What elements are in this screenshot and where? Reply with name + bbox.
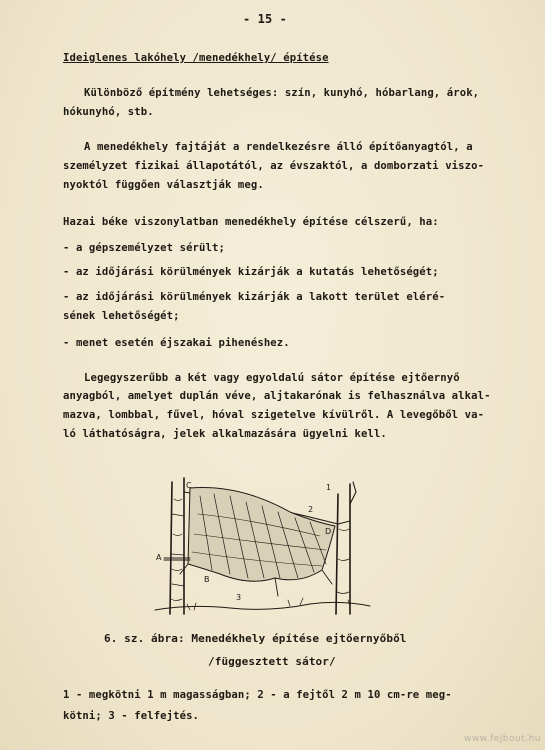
paragraph-line: mazva, lombbal, fűvel, hóval szigetelve kívülről. A levegőből va- xyxy=(63,409,485,421)
bullet-item: - a gépszemélyzet sérült; xyxy=(63,242,225,254)
paragraph-line: nyoktól függően választják meg. xyxy=(63,179,264,191)
watermark: www.fejbout.hu xyxy=(463,734,541,744)
figure-label: A xyxy=(156,553,162,562)
page-number: - 15 - xyxy=(243,12,287,26)
bullet-item: - az időjárási körülmények kizárják a lakott terület eléré- xyxy=(63,291,446,303)
legend-line: kötni; 3 - felfejtés. xyxy=(63,710,200,722)
figure-caption: 6. sz. ábra: Menedékhely építése ejtőernyőből xyxy=(104,632,407,645)
paragraph-line: Hazai béke viszonylatban menedékhely építése célszerű, ha: xyxy=(63,216,439,228)
paragraph-line: A menedékhely fajtáját a rendelkezésre álló építőanyagtól, a xyxy=(84,141,473,153)
paragraph-line: ló láthatóságra, jelek alkalmazására ügyelni kell. xyxy=(63,428,387,440)
figure-label: 3 xyxy=(236,593,242,602)
figure-label: B xyxy=(204,575,210,584)
paragraph-line: Legegyszerűbb a két vagy egyoldalú sátor építése ejtőernyő xyxy=(84,372,460,384)
bullet-item: - az időjárási körülmények kizárják a kutatás lehetőségét; xyxy=(63,266,439,278)
paragraph-line: Különböző építmény lehetséges: szín, kunyhó, hóbarlang, árok, xyxy=(84,87,480,99)
shelter-drawing xyxy=(150,474,375,619)
bullet-item-continuation: sének lehetőségét; xyxy=(63,310,180,322)
paragraph-line: személyzet fizikai állapotától, az évszaktól, a domborzati viszo- xyxy=(63,160,485,172)
figure-label: 2 xyxy=(308,505,314,514)
figure-label: C xyxy=(186,481,192,490)
legend-line: 1 - megkötni 1 m magasságban; 2 - a fejtől 2 m 10 cm-re meg- xyxy=(63,689,452,701)
figure-label: D xyxy=(325,527,332,536)
shelter-illustration xyxy=(150,474,375,619)
paragraph-line: anyagból, amelyet duplán véve, aljtakarónak is felhasználva alkal- xyxy=(63,390,491,402)
paragraph-line: hókunyhó, stb. xyxy=(63,106,154,118)
bullet-item: - menet esetén éjszakai pihenéshez. xyxy=(63,337,290,349)
figure-subcaption: /függesztett sátor/ xyxy=(208,655,336,668)
figure-label: 1 xyxy=(326,483,332,492)
section-heading: Ideiglenes lakóhely /menedékhely/ építése xyxy=(63,52,329,64)
